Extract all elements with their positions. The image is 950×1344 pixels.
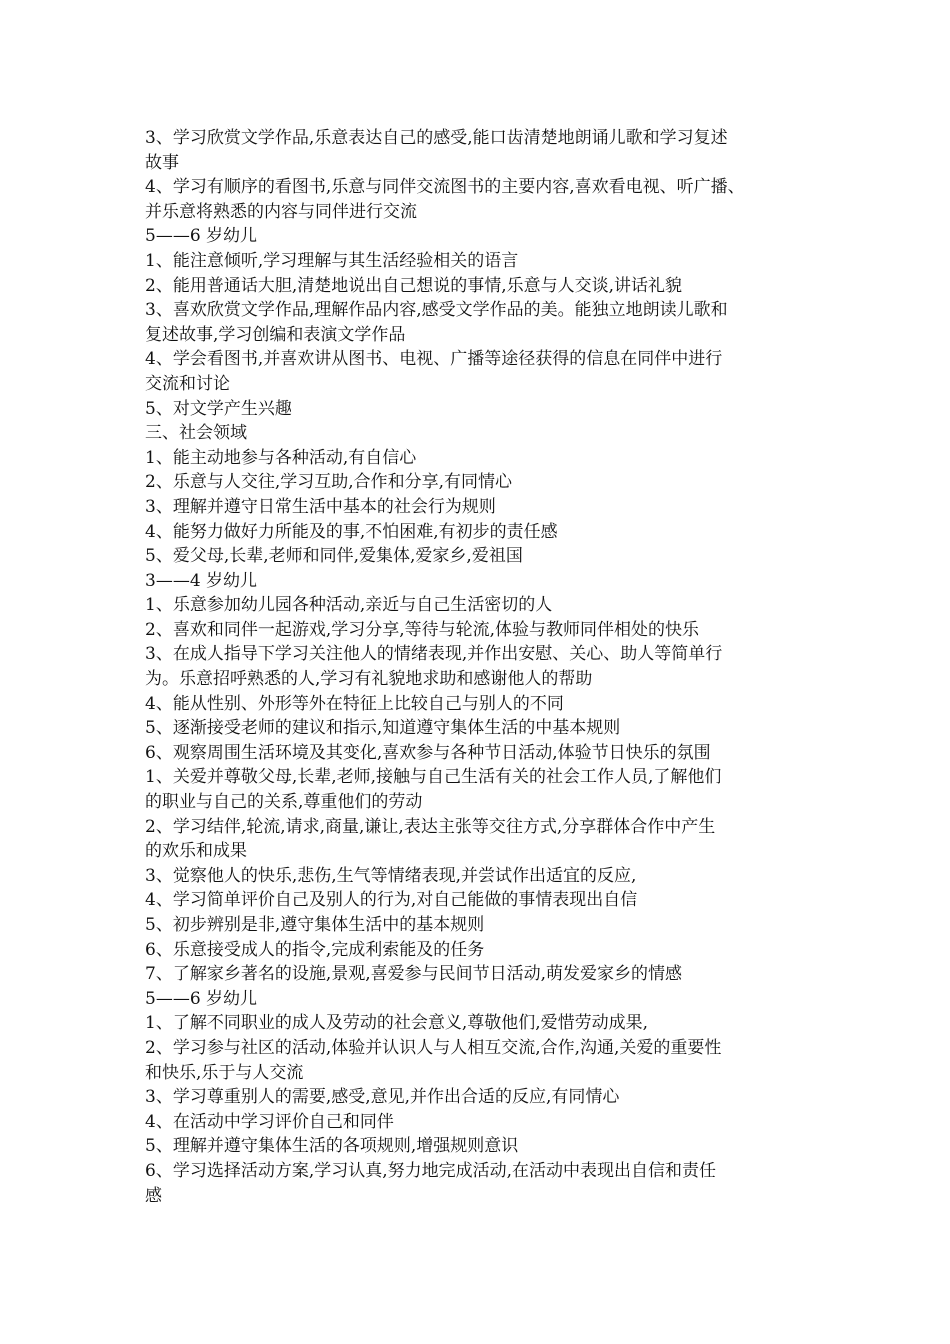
text-line: 并乐意将熟悉的内容与同伴进行交流 [145, 201, 417, 222]
text-line: 为。乐意招呼熟悉的人,学习有礼貌地求助和感谢他人的帮助 [145, 669, 593, 690]
text-line: 交流和讨论 [145, 373, 230, 394]
text-line: 的欢乐和成果 [145, 841, 247, 862]
text-line: 1、关爱并尊敬父母,长辈,老师,接触与自己生活有关的社会工作人员,了解他们 [145, 767, 722, 788]
document-body [145, 126, 825, 1208]
text-line: 和快乐,乐于与人交流 [145, 1062, 304, 1083]
text-line: 4、能从性别、外形等外在特征上比较自己与别人的不同 [145, 693, 564, 714]
text-line: 4、学习有顺序的看图书,乐意与同伴交流图书的主要内容,喜欢看电视、听广播、 [145, 177, 745, 198]
text-line: 4、能努力做好力所能及的事,不怕困难,有初步的责任感 [145, 521, 558, 542]
text-line: 1、能注意倾听,学习理解与其生活经验相关的语言 [145, 250, 519, 271]
text-line: 3、学习欣赏文学作品,乐意表达自己的感受,能口齿清楚地朗诵儿歌和学习复述 [145, 128, 728, 148]
text-line: 复述故事,学习创编和表演文学作品 [145, 324, 406, 345]
text-line: 3、喜欢欣赏文学作品,理解作品内容,感受文学作品的美。能独立地朗读儿歌和 [145, 300, 728, 321]
section-heading: 三、社会领域 [145, 423, 247, 444]
text-line: 4、学会看图书,并喜欢讲从图书、电视、广播等途径获得的信息在同伴中进行 [145, 349, 723, 370]
text-line: 2、能用普通话大胆,清楚地说出自己想说的事情,乐意与人交谈,讲话礼貌 [145, 275, 683, 296]
text-line: 3、在成人指导下学习关注他人的情绪表现,并作出安慰、关心、助人等简单行 [145, 644, 723, 665]
text-line: 2、喜欢和同伴一起游戏,学习分享,等待与轮流,体验与教师同伴相处的快乐 [145, 619, 700, 640]
text-line: 6、乐意接受成人的指令,完成利索能及的任务 [145, 939, 485, 960]
text-line: 5、理解并遵守集体生活的各项规则,增强规则意识 [145, 1136, 519, 1157]
text-line: 感 [145, 1185, 162, 1206]
text-line: 5、对文学产生兴趣 [145, 398, 292, 419]
text-line: 7、了解家乡著名的设施,景观,喜爱参与民间节日活动,萌发爱家乡的情感 [145, 964, 683, 985]
text-line: 6、观察周围生活环境及其变化,喜欢参与各种节日活动,体验节日快乐的氛围 [145, 742, 711, 763]
section-heading: 5——6 岁幼儿 [145, 988, 258, 1009]
text-line: 1、能主动地参与各种活动,有自信心 [145, 447, 417, 468]
text-line: 2、学习参与社区的活动,体验并认识人与人相互交流,合作,沟通,关爱的重要性 [145, 1037, 722, 1058]
text-line: 3、理解并遵守日常生活中基本的社会行为规则 [145, 496, 496, 517]
text-line: 3、学习尊重别人的需要,感受,意见,并作出合适的反应,有同情心 [145, 1087, 620, 1108]
section-heading: 5——6 岁幼儿 [145, 226, 258, 247]
text-line: 5、爱父母,长辈,老师和同伴,爱集体,爱家乡,爱祖国 [145, 546, 523, 567]
text-line: 故事 [145, 152, 179, 173]
text-line: 1、了解不同职业的成人及劳动的社会意义,尊敬他们,爱惜劳动成果, [145, 1013, 649, 1034]
text-line: 3、觉察他人的快乐,悲伤,生气等情绪表现,并尝试作出适宜的反应, [145, 865, 637, 886]
text-line: 2、乐意与人交往,学习互助,合作和分享,有同情心 [145, 472, 513, 493]
text-line: 4、在活动中学习评价自己和同伴 [145, 1111, 394, 1132]
text-line: 5、逐渐接受老师的建议和指示,知道遵守集体生活的中基本规则 [145, 718, 621, 739]
text-line: 2、学习结伴,轮流,请求,商量,谦让,表达主张等交往方式,分享群体合作中产生 [145, 816, 716, 837]
text-line: 6、学习选择活动方案,学习认真,努力地完成活动,在活动中表现出自信和责任 [145, 1160, 717, 1181]
text-line: 5、初步辨别是非,遵守集体生活中的基本规则 [145, 915, 485, 935]
text-line: 1、乐意参加幼儿园各种活动,亲近与自己生活密切的人 [145, 595, 553, 616]
section-heading: 3——4 岁幼儿 [145, 570, 258, 591]
text-line: 4、学习简单评价自己及别人的行为,对自己能做的事情表现出自信 [145, 890, 638, 911]
text-line: 的职业与自己的关系,尊重他们的劳动 [145, 792, 423, 813]
